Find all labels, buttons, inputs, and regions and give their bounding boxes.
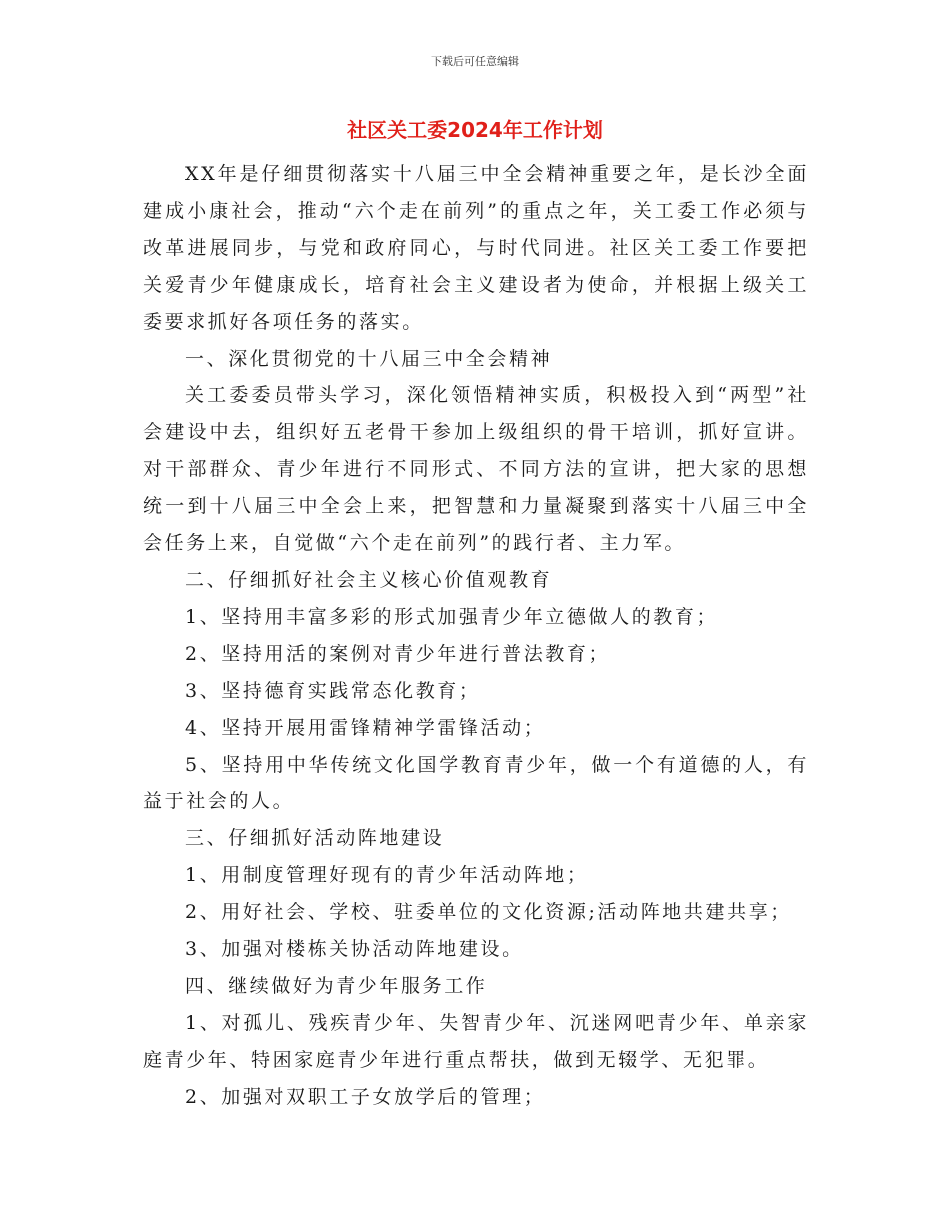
header-note: 下载后可任意编辑 <box>431 55 519 68</box>
list-item: 3、坚持德育实践常态化教育； <box>185 679 481 702</box>
list-item: 1、坚持用丰富多彩的形式加强青少年立德做人的教育； <box>185 605 719 628</box>
list-item: 1、用制度管理好现有的青少年活动阵地； <box>185 864 589 887</box>
document-title: 社区关工委2024年工作计划 <box>347 118 603 142</box>
paragraph: XX年是仔细贯彻落实十八届三中全会精神重要之年，是长沙全面建成小康社会，推动“六个走在前列”的重点之年，关工委工作必须与改革进展同步，与党和政府同心，与时代同进。社区关工委工作要把关爱青少年健康成长，培育社会主义建设者为使命，并根据上级关工委要求抓好各项任务的落实。 <box>143 163 809 333</box>
section-heading: 二、仔细抓好社会主义核心价值观教育 <box>185 568 553 591</box>
paragraph: 关工委委员带头学习，深化领悟精神实质，积极投入到“两型”社会建设中去，组织好五老骨干参加上级组织的骨干培训，抓好宣讲。对干部群众、青少年进行不同形式、不同方法的宣讲，把大家的思想统一到十八届三中全会上来，把智慧和力量凝聚到落实十八届三中全会任务上来，自觉做“六个走在前列”的践行者、主力军。 <box>143 384 809 555</box>
list-item: 4、坚持开展用雷锋精神学雷锋活动； <box>185 716 546 739</box>
list-item: 1、对孤儿、残疾青少年、失智青少年、沉迷网吧青少年、单亲家庭青少年、特困家庭青少年进行重点帮扶，做到无辍学、无犯罪。 <box>143 1011 809 1071</box>
list-item: 3、加强对楼栋关协活动阵地建设。 <box>185 938 524 961</box>
list-item: 2、用好社会、学校、驻委单位的文化资源;活动阵地共建共享； <box>185 901 792 924</box>
section-heading: 四、继续做好为青少年服务工作 <box>185 974 488 997</box>
list-item: 2、加强对双职工子女放学后的管理； <box>185 1085 546 1108</box>
document-body <box>143 156 809 1116</box>
list-item: 2、坚持用活的案例对青少年进行普法教育； <box>185 642 611 665</box>
section-heading: 三、仔细抓好活动阵地建设 <box>185 827 445 850</box>
list-item: 5、坚持用中华传统文化国学教育青少年，做一个有道德的人，有益于社会的人。 <box>143 753 809 813</box>
section-heading: 一、深化贯彻党的十八届三中全会精神 <box>185 347 553 370</box>
